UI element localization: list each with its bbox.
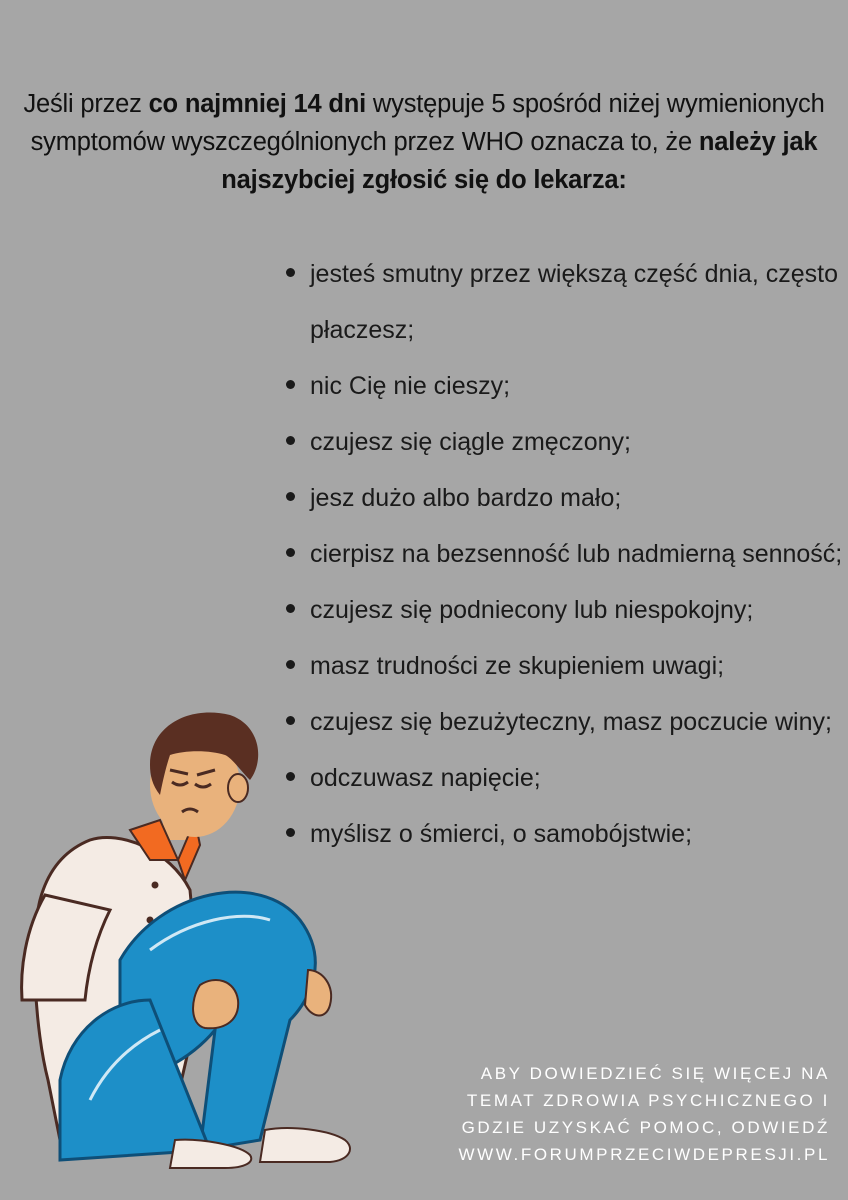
footer-line: ABY DOWIEDZIEĆ SIĘ WIĘCEJ NA <box>480 1064 830 1083</box>
footer-website: WWW.FORUMPRZECIWDEPRESJI.PL <box>458 1145 830 1164</box>
symptom-item: czujesz się bezużyteczny, masz poczucie winy; <box>284 694 844 750</box>
sad-man-hugging-knees-icon <box>0 700 400 1180</box>
symptom-item: jesz dużo albo bardzo mało; <box>284 470 844 526</box>
symptom-item: masz trudności ze skupieniem uwagi; <box>284 638 844 694</box>
symptom-item: odczuwasz napięcie; <box>284 750 844 806</box>
intro-part-1: Jeśli przez <box>23 90 149 118</box>
footer-info <box>410 1060 830 1168</box>
symptom-item: czujesz się podniecony lub niespokojny; <box>284 582 844 638</box>
symptom-item: myślisz o śmierci, o samobójstwie; <box>284 806 844 862</box>
symptom-item: nic Cię nie cieszy; <box>284 358 844 414</box>
intro-text <box>10 85 838 199</box>
intro-part-2: występuje 5 spośród niżej wymienionych symptomów wyszczególnionych przez WHO oznacza to, że <box>30 90 825 156</box>
intro-bold-call-to-action: należy jak najszybciej zgłosić się do lekarza: <box>221 128 818 194</box>
symptom-item: jesteś smutny przez większą część dnia, często płaczesz; <box>284 246 844 358</box>
intro-bold-duration: co najmniej 14 dni <box>148 90 367 118</box>
footer-line: GDZIE UZYSKAĆ POMOC, ODWIEDŹ <box>461 1118 830 1137</box>
footer-line: TEMAT ZDROWIA PSYCHICZNEGO I <box>466 1091 830 1110</box>
symptom-item: czujesz się ciągle zmęczony; <box>284 414 844 470</box>
symptom-item: cierpisz na bezsenność lub nadmierną senność; <box>284 526 844 582</box>
